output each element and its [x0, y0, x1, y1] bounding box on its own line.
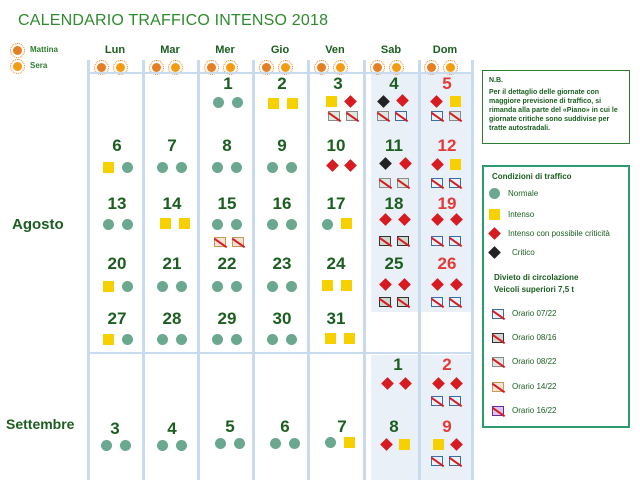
sun-icon	[446, 63, 455, 72]
ban-truck-icon	[397, 178, 409, 188]
sun-icon	[427, 63, 436, 72]
critical-possible-marker	[326, 159, 339, 172]
normal-marker	[286, 219, 297, 230]
month-september: Settembre	[6, 416, 75, 432]
intense-legend-label: Intenso	[508, 210, 535, 219]
ban-truck-icon	[379, 178, 391, 188]
normal-marker	[122, 162, 133, 173]
ban-0722-label: Orario 07/22	[512, 309, 557, 318]
normal-marker	[212, 219, 223, 230]
normal-marker	[157, 440, 168, 451]
sun-icon	[171, 63, 180, 72]
day-aug-15: 15	[217, 194, 237, 213]
sun-icon	[317, 63, 326, 72]
ban-truck-icon	[397, 236, 409, 246]
ban-truck-icon	[346, 111, 358, 121]
intense-marker	[160, 218, 171, 229]
day-aug-10: 10	[326, 136, 346, 155]
grid-line	[252, 60, 255, 480]
normal-marker	[286, 281, 297, 292]
weekend-shade-aug	[371, 74, 471, 312]
day-aug-17: 17	[326, 194, 346, 213]
normal-marker	[322, 219, 333, 230]
normal-marker	[232, 97, 243, 108]
day-aug-11: 11	[385, 136, 403, 155]
ban-0816-icon	[492, 333, 504, 343]
grid-line	[142, 60, 145, 480]
intense-marker	[341, 280, 352, 291]
day-aug-19: 19	[437, 194, 457, 213]
weekday-tue: Mar	[160, 44, 180, 56]
sun-icon	[97, 63, 106, 72]
day-aug-31: 31	[326, 309, 346, 328]
sun-icon	[392, 63, 401, 72]
intense-marker	[179, 218, 190, 229]
normal-legend-icon	[489, 188, 500, 199]
sun-icon	[281, 63, 290, 72]
ban-1622-label: Orario 16/22	[512, 406, 557, 415]
normal-marker	[157, 334, 168, 345]
day-sep-1: 1	[393, 355, 403, 374]
normal-marker	[122, 281, 133, 292]
intense-marker	[287, 98, 298, 109]
weekday-thu: Gio	[270, 44, 290, 56]
ban-truck-icon	[379, 236, 391, 246]
weekday-mon: Lun	[104, 44, 126, 56]
day-aug-6: 6	[112, 136, 122, 155]
ban-truck-icon	[431, 396, 443, 406]
day-aug-23: 23	[272, 254, 292, 273]
intense-marker	[322, 280, 333, 291]
day-aug-18: 18	[384, 194, 404, 213]
weekday-sat: Sab	[380, 44, 402, 56]
critical-legend-label: Critico	[512, 248, 535, 257]
intense-marker	[325, 333, 336, 344]
normal-marker	[176, 334, 187, 345]
day-sep-8: 8	[389, 417, 399, 436]
weekday-sun: Dom	[432, 44, 458, 56]
day-aug-30: 30	[272, 309, 292, 328]
intense-marker	[341, 218, 352, 229]
intense-marker	[103, 281, 114, 292]
grid-line	[87, 60, 90, 480]
ban-1422-icon	[492, 382, 504, 392]
sun-icon	[116, 63, 125, 72]
intense-marker	[326, 96, 337, 107]
ban-truck-icon	[328, 111, 340, 121]
intense-marker	[103, 334, 114, 345]
critical-possible-legend-icon	[488, 227, 501, 240]
day-sep-5: 5	[225, 417, 235, 436]
day-aug-27: 27	[107, 309, 127, 328]
day-sep-2: 2	[442, 355, 452, 374]
normal-marker	[212, 281, 223, 292]
day-aug-21: 21	[162, 254, 182, 273]
critical-possible-marker	[344, 159, 357, 172]
day-sep-3: 3	[110, 419, 120, 438]
normal-marker	[289, 438, 300, 449]
normal-marker	[231, 281, 242, 292]
conditions-legend	[482, 165, 630, 428]
normal-marker	[231, 162, 242, 173]
day-aug-16: 16	[272, 194, 292, 213]
day-aug-4: 4	[389, 74, 399, 93]
day-aug-8: 8	[222, 136, 232, 155]
sun-icon	[152, 63, 161, 72]
ban-heading-line2: Veicoli superiori 7,5 t	[494, 285, 575, 294]
month-separator	[87, 352, 473, 354]
day-aug-12: 12	[437, 136, 457, 155]
normal-marker	[270, 438, 281, 449]
day-aug-2: 2	[277, 74, 287, 93]
normal-marker	[325, 437, 336, 448]
normal-marker	[101, 440, 112, 451]
normal-marker	[122, 219, 133, 230]
ban-heading-line1: Divieto di circolazione	[494, 273, 579, 282]
intense-marker	[399, 439, 410, 450]
weekday-wed: Mer	[215, 44, 235, 56]
normal-marker	[176, 440, 187, 451]
ban-0722-icon	[492, 309, 504, 319]
ban-1622-icon	[492, 406, 504, 416]
day-aug-24: 24	[326, 254, 346, 273]
page-title: CALENDARIO TRAFFICO INTENSO 2018	[18, 12, 329, 29]
sun-icon	[226, 63, 235, 72]
morning-label: Mattina	[30, 45, 58, 54]
ban-truck-icon	[431, 297, 443, 307]
normal-marker	[157, 162, 168, 173]
normal-marker	[231, 219, 242, 230]
critical-possible-legend-label: Intenso con possibile criticità	[508, 229, 610, 238]
intense-marker	[433, 439, 444, 450]
normal-marker	[120, 440, 131, 451]
ban-truck-icon	[449, 456, 461, 466]
ban-truck-icon	[379, 297, 391, 307]
ban-1422-label: Orario 14/22	[512, 382, 557, 391]
note-heading: N.B.	[489, 77, 503, 84]
ban-0816-label: Orario 08/16	[512, 333, 557, 342]
ban-truck-icon	[449, 396, 461, 406]
grid-line	[418, 60, 421, 480]
month-august: Agosto	[12, 216, 64, 233]
intense-legend-icon	[489, 209, 500, 220]
normal-marker	[122, 334, 133, 345]
day-aug-1: 1	[223, 74, 233, 93]
evening-sun-icon	[13, 62, 22, 71]
normal-marker	[286, 334, 297, 345]
intense-marker	[344, 437, 355, 448]
normal-marker	[212, 162, 223, 173]
normal-marker	[176, 162, 187, 173]
day-aug-25: 25	[384, 254, 404, 273]
critical-possible-marker	[344, 95, 357, 108]
ban-truck-icon	[431, 236, 443, 246]
normal-marker	[103, 219, 114, 230]
intense-marker	[450, 159, 461, 170]
grid-line	[363, 60, 366, 480]
sun-icon	[207, 63, 216, 72]
normal-marker	[157, 281, 168, 292]
intense-marker	[344, 333, 355, 344]
day-aug-29: 29	[217, 309, 237, 328]
day-aug-9: 9	[277, 136, 287, 155]
normal-marker	[176, 281, 187, 292]
ban-truck-icon	[232, 237, 244, 247]
day-aug-3: 3	[333, 74, 343, 93]
note-text: Per il dettaglio delle giornate con maggiore previsione di traffico, si rimanda alla parte del «Piano» in cui le giornate critiche sono suddivise per tratte autostradali.	[489, 89, 618, 132]
ban-truck-icon	[449, 236, 461, 246]
normal-marker	[213, 97, 224, 108]
grid-line	[197, 60, 200, 480]
ban-0822-icon	[492, 357, 504, 367]
morning-sun-icon	[13, 46, 22, 55]
grid-line	[471, 60, 474, 480]
normal-legend-label: Normale	[508, 189, 539, 198]
sun-icon	[262, 63, 271, 72]
normal-marker	[215, 438, 226, 449]
conditions-heading: Condizioni di traffico	[492, 172, 572, 181]
ban-truck-icon	[214, 237, 226, 247]
day-aug-5: 5	[442, 74, 452, 93]
ban-truck-icon	[431, 111, 443, 121]
day-aug-7: 7	[167, 136, 177, 155]
intense-marker	[103, 162, 114, 173]
ban-0822-label: Orario 08/22	[512, 357, 557, 366]
grid-line	[307, 60, 310, 480]
day-sep-4: 4	[167, 419, 177, 438]
day-sep-7: 7	[337, 417, 347, 436]
normal-marker	[231, 334, 242, 345]
normal-marker	[267, 281, 278, 292]
day-aug-22: 22	[217, 254, 237, 273]
note-box	[482, 70, 630, 144]
weekday-fri: Ven	[325, 44, 345, 56]
normal-marker	[267, 219, 278, 230]
normal-marker	[267, 334, 278, 345]
ban-truck-icon	[377, 111, 389, 121]
ban-truck-icon	[395, 111, 407, 121]
day-sep-9: 9	[442, 417, 452, 436]
day-aug-14: 14	[162, 194, 182, 213]
ban-truck-icon	[449, 111, 461, 121]
ban-truck-icon	[431, 456, 443, 466]
ban-truck-icon	[397, 297, 409, 307]
ban-truck-icon	[449, 178, 461, 188]
day-aug-13: 13	[107, 194, 127, 213]
sun-icon	[336, 63, 345, 72]
intense-marker	[268, 98, 279, 109]
ban-truck-icon	[449, 297, 461, 307]
normal-marker	[234, 438, 245, 449]
day-aug-26: 26	[437, 254, 457, 273]
sun-icon	[373, 63, 382, 72]
ban-truck-icon	[431, 178, 443, 188]
normal-marker	[286, 162, 297, 173]
day-aug-20: 20	[107, 254, 127, 273]
critical-legend-icon	[488, 246, 501, 259]
intense-marker	[450, 96, 461, 107]
normal-marker	[212, 334, 223, 345]
day-aug-28: 28	[162, 309, 182, 328]
evening-label: Sera	[30, 61, 48, 70]
normal-marker	[267, 162, 278, 173]
day-sep-6: 6	[280, 417, 290, 436]
